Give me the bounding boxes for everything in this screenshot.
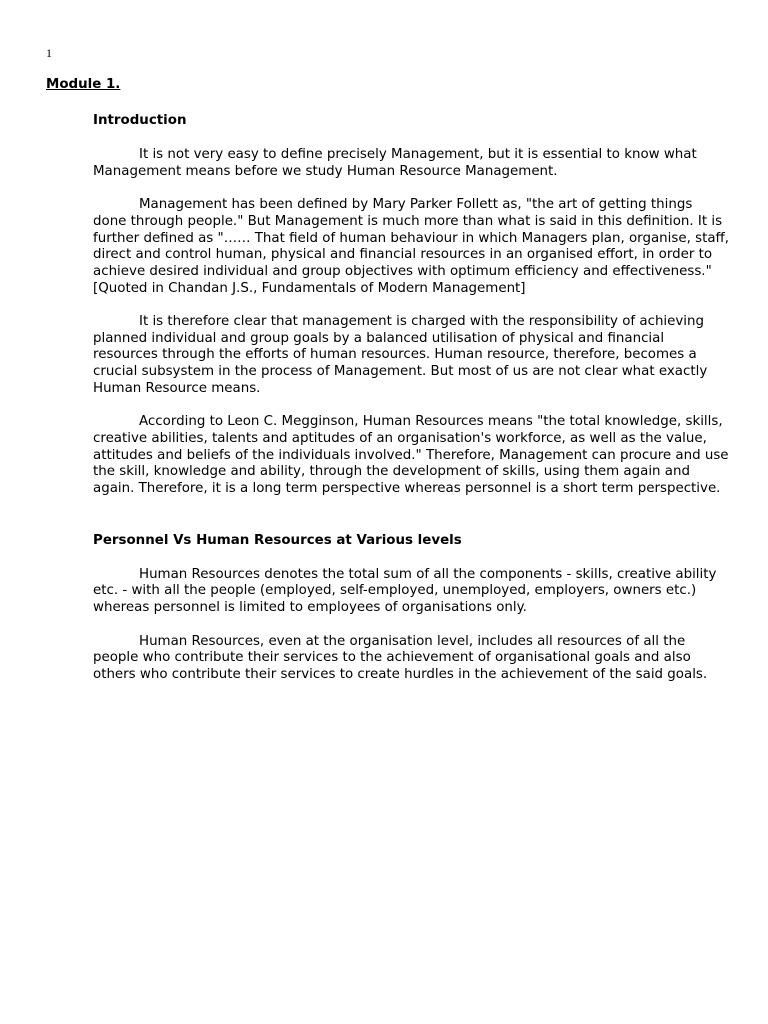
personnel-paragraph-2: Human Resources, even at the organisation level, includes all resources of all the people who contribute their services to the achievement of organisational goals and also others who contribute their services to create hurdles in the achievement of the said goals.	[93, 633, 708, 682]
intro-paragraph-3: It is therefore clear that management is charged with the responsibility of achieving planned individual and group goals by a balanced utilisation of physical and financial resources through the efforts of human resources. Human resource, therefore, becomes a crucial subsystem in the process of Management. But most of us are not clear what exactly Human Resource means.	[93, 314, 708, 396]
intro-paragraph-2: Management has been defined by Mary Parker Follett as, "the art of getting things done through people." But Management is much more than what is said in this definition. It is further defined as "…… That field of human behaviour in which Managers plan, organise, staff, direct and control human, physical and financial resources in an organised effort, in order to achieve desired individual and group objectives with optimum efficiency and effectiveness." [Quoted in Chandan J.S., Fundamentals of Modern Management]	[93, 197, 730, 296]
module-title: Module 1.	[46, 77, 121, 92]
section-heading-personnel-vs-hr: Personnel Vs Human Resources at Various levels	[93, 532, 462, 548]
section-heading-introduction: Introduction	[93, 113, 187, 128]
page-number: 1	[46, 46, 52, 60]
intro-paragraph-1: It is not very easy to define precisely Management, but it is essential to know what Management means before we study Human Resource Management.	[93, 147, 697, 179]
intro-paragraph-4: According to Leon C. Megginson, Human Resources means "the total knowledge, skills, creative abilities, talents and aptitudes of an organisation's workforce, as well as the value, attitudes and beliefs of the individuals involved." Therefore, Management can procure and use the skill, knowledge and ability, through the development of skills, using them again and again. Therefore, it is a long term perspective whereas personnel is a short term perspective.	[93, 414, 729, 497]
personnel-paragraph-1: Human Resources denotes the total sum of all the components - skills, creative ability etc. - with all the people (employed, self-employed, unemployed, employers, owners etc.) whereas personnel is limited to employees of organisations only.	[93, 566, 717, 616]
document-body	[93, 112, 729, 684]
